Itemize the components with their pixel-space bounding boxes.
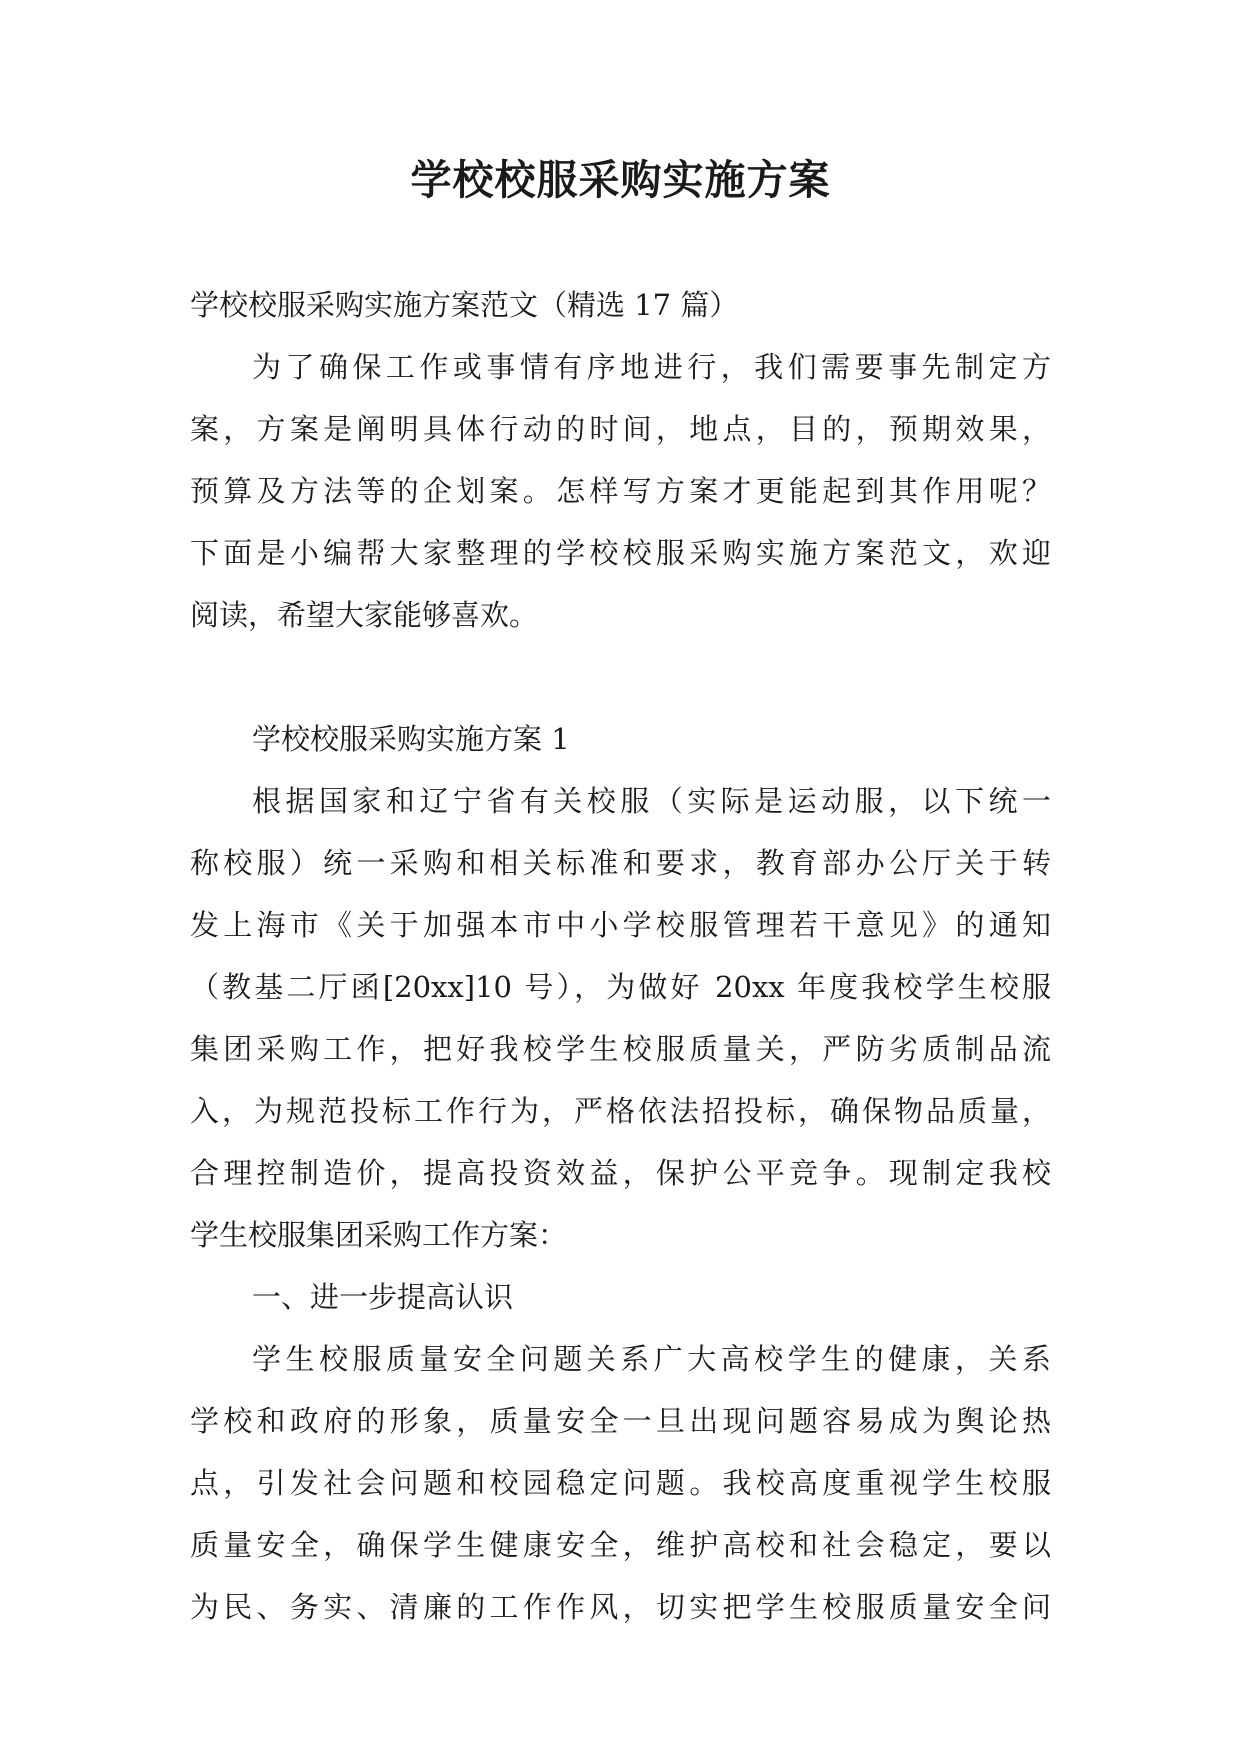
subheading-1: 一、进一步提高认识 [252,1280,514,1314]
text-line: 下面是小编帮大家整理的学校校服采购实施方案范文，欢迎 [190,536,1051,570]
text-line: 集团采购工作，把好我校学生校服质量关，严防劣质制品流 [190,1032,1051,1066]
text-line: 预算及方法等的企划案。怎样写方案才更能起到其作用呢？ [190,474,1051,508]
subtitle-line: 学校校服采购实施方案范文（精选 17 篇） [190,288,739,322]
section-heading: 学校校服采购实施方案 1 [252,722,570,756]
text-line: 阅读，希望大家能够喜欢。 [190,598,539,632]
document-title: 学校校服采购实施方案 [410,156,831,204]
text-line: 学校和政府的形象，质量安全一旦出现问题容易成为舆论热 [190,1404,1051,1438]
text-line: 根据国家和辽宁省有关校服（实际是运动服，以下统一 [252,784,1051,818]
text-line: （教基二厅函[20xx]10 号），为做好 20xx 年度我校学生校服 [190,970,1051,1004]
text-line: 为民、务实、清廉的工作作风，切实把学生校服质量安全问 [190,1590,1051,1624]
text-line: 学生校服集团采购工作方案： [190,1218,568,1252]
text-line: 案，方案是阐明具体行动的时间，地点，目的，预期效果， [190,412,1051,446]
text-line: 合理控制造价，提高投资效益，保护公平竞争。现制定我校 [190,1156,1051,1190]
text-line: 点，引发社会问题和校园稳定问题。我校高度重视学生校服 [190,1466,1051,1500]
text-line: 入，为规范投标工作行为，严格依法招投标，确保物品质量， [190,1094,1051,1128]
paragraph-2 [190,1328,1051,1638]
text-line: 称校服）统一采购和相关标准和要求，教育部办公厅关于转 [190,846,1051,880]
paragraph-spacer [190,646,1051,708]
intro-paragraph [190,336,1051,646]
text-line: 发上海市《关于加强本市中小学校服管理若干意见》的通知 [190,908,1051,942]
text-line: 质量安全，确保学生健康安全，维护高校和社会稳定，要以 [190,1528,1051,1562]
document-body [190,274,1051,1638]
paragraph-1 [190,770,1051,1266]
text-line: 为了确保工作或事情有序地进行，我们需要事先制定方 [252,350,1051,384]
text-line: 学生校服质量安全问题关系广大高校学生的健康，关系 [252,1342,1051,1376]
